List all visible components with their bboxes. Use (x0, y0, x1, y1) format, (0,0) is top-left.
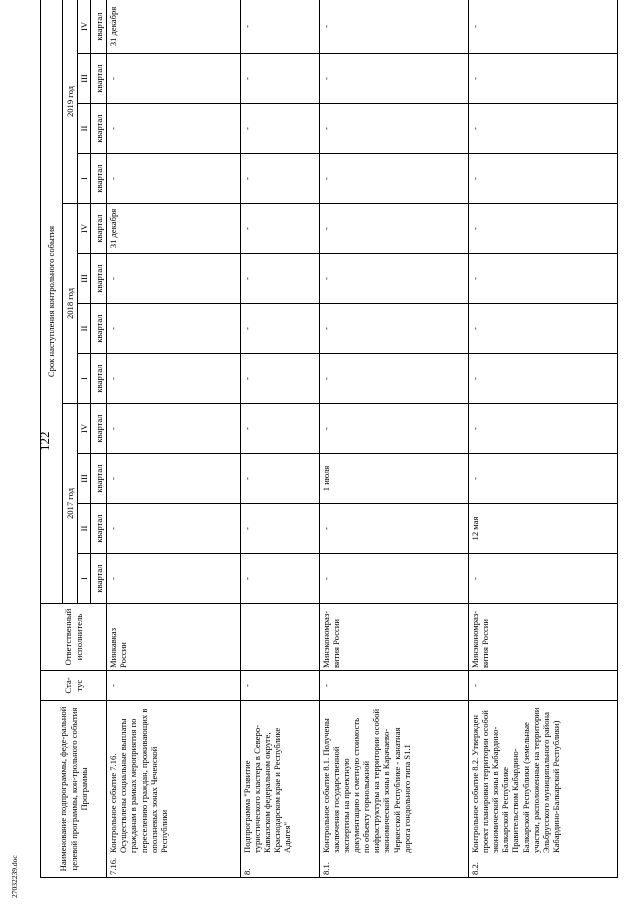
header-quarter-word: квартал (91, 154, 107, 204)
row-name: Контрольное событие 8.1. Получены заключения государственной экспертизы на проектную документацию и сметную стоимость по объекту горнолыжной инфраструктуры на территории особой экономической зоны в Карачаево-Черкесской Республике - канатная дорога гондольного типа S1.1 (320, 708, 412, 853)
deadline-cell: 12 мая (468, 504, 617, 554)
header-year-2018: 2018 год (63, 204, 78, 404)
control-events-table (40, 0, 618, 878)
deadline-cell: - (319, 204, 468, 254)
deadline-cell: - (319, 554, 468, 604)
row-name-cell (107, 701, 240, 878)
deadline-cell: - (240, 0, 319, 54)
header-quarter-numeral: II (78, 504, 91, 554)
deadline-cell: - (240, 504, 319, 554)
header-quarter-numeral: I (78, 354, 91, 404)
header-quarter-word: квартал (91, 0, 107, 54)
deadline-cell: - (107, 104, 240, 154)
deadline-cell: - (107, 554, 240, 604)
header-quarter-word: квартал (91, 454, 107, 504)
row-name: Контрольное событие 8.2. Утвержден проект планировки территории особой экономической зоны в Кабардино-Балкарской Республике Правительством Кабардино-Балкарской Республики (земельные участки, расположенные на территории Эльбрусского муниципального района Кабардино-Балкарской Республики) (469, 707, 561, 853)
deadline-cell: - (240, 204, 319, 254)
deadline-cell: - (107, 404, 240, 454)
header-quarter-numeral: II (78, 104, 91, 154)
deadline-cell: - (240, 254, 319, 304)
deadline-cell: - (319, 354, 468, 404)
header-year-2019: 2019 год (63, 0, 78, 204)
footer-holder (4, 855, 22, 898)
row-number: 8.2. (469, 862, 480, 875)
header-quarter-numeral: IV (78, 404, 91, 454)
deadline-cell: - (319, 104, 468, 154)
deadline-cell: - (107, 254, 240, 304)
deadline-cell: - (319, 404, 468, 454)
header-quarter-word: квартал (91, 204, 107, 254)
header-quarter-word: квартал (91, 254, 107, 304)
deadline-cell: - (240, 554, 319, 604)
header-quarter-numeral: I (78, 554, 91, 604)
row-status: - (107, 671, 240, 701)
deadline-cell: - (319, 254, 468, 304)
page-number: 122 (37, 431, 52, 451)
deadline-cell: - (240, 154, 319, 204)
header-quarter-numeral: IV (78, 204, 91, 254)
row-executor: Минкавказ России (107, 604, 240, 671)
row-executor (240, 604, 319, 671)
rotated-page (40, 0, 618, 878)
deadline-cell: - (319, 154, 468, 204)
deadline-cell: - (319, 304, 468, 354)
deadline-cell: - (468, 104, 617, 154)
deadline-cell: - (240, 354, 319, 404)
deadline-cell: 31 декабря (107, 204, 240, 254)
deadline-cell: - (468, 204, 617, 254)
deadline-cell: - (468, 0, 617, 54)
deadline-cell: 31 декабря (107, 0, 240, 54)
row-executor: Минэкономраз-вития России (468, 604, 617, 671)
row-status: - (240, 671, 319, 701)
row-number: 7.16. (108, 857, 119, 875)
deadline-cell: - (107, 454, 240, 504)
row-status: - (319, 671, 468, 701)
header-status: Ста-тус (41, 671, 107, 701)
row-name: Контрольное событие 7.16. Осуществлены социальные выплаты гражданам в рамках мероприятия по переселению граждан, проживающих в оползневых зонах Чеченской Республики (108, 708, 169, 853)
deadline-cell: - (107, 304, 240, 354)
header-quarter-numeral: III (78, 54, 91, 104)
deadline-cell: - (468, 304, 617, 354)
deadline-cell: - (240, 454, 319, 504)
deadline-cell: - (468, 54, 617, 104)
header-quarter-numeral: II (78, 304, 91, 354)
header-executor: Ответственный исполнитель (41, 604, 107, 671)
deadline-cell: - (240, 404, 319, 454)
header-deadline: Срок наступления контрольного события (41, 0, 63, 604)
deadline-cell: - (468, 554, 617, 604)
table-row (240, 0, 319, 878)
row-status: - (468, 671, 617, 701)
deadline-cell: - (107, 154, 240, 204)
deadline-cell: - (468, 154, 617, 204)
header-quarter-word: квартал (91, 554, 107, 604)
deadline-cell: - (468, 254, 617, 304)
deadline-cell: - (107, 54, 240, 104)
header-quarter-word: квартал (91, 54, 107, 104)
row-name: Подпрограмма "Развитие туристического кластера в Северо-Кавказском федеральном округе, Краснодарском крае и Республике Адыгея" (241, 724, 293, 853)
header-name: Наименование подпрограммы, феде-ральной целевой программы, кон-трольного события Программы (41, 701, 107, 878)
deadline-cell: - (240, 304, 319, 354)
deadline-cell: - (107, 504, 240, 554)
header-year-2017: 2017 год (63, 404, 78, 604)
row-name-cell (319, 701, 468, 878)
header-quarter-numeral: IV (78, 0, 91, 54)
deadline-cell: - (468, 404, 617, 454)
header-quarter-word: квартал (91, 354, 107, 404)
deadline-cell: - (319, 54, 468, 104)
footer-filename: 27032239.doc (10, 855, 19, 898)
deadline-cell: - (468, 354, 617, 404)
header-quarter-word: квартал (91, 304, 107, 354)
table-row (107, 0, 240, 878)
row-name-cell (468, 701, 617, 878)
deadline-cell: - (468, 454, 617, 504)
table-row (468, 0, 617, 878)
deadline-cell: - (107, 354, 240, 404)
header-quarter-word: квартал (91, 504, 107, 554)
header-quarter-numeral: I (78, 154, 91, 204)
row-name-cell (240, 701, 319, 878)
header-quarter-word: квартал (91, 104, 107, 154)
row-executor: Минэкономраз-вития России (319, 604, 468, 671)
header-quarter-numeral: III (78, 454, 91, 504)
header-quarter-numeral: III (78, 254, 91, 304)
deadline-cell: - (319, 0, 468, 54)
deadline-cell: - (240, 54, 319, 104)
row-number: 8. (241, 868, 252, 875)
row-number: 8.1. (320, 862, 331, 875)
deadline-cell: - (319, 504, 468, 554)
header-quarter-word: квартал (91, 404, 107, 454)
table-row (319, 0, 468, 878)
deadline-cell: - (240, 104, 319, 154)
deadline-cell: 1 июля (319, 454, 468, 504)
